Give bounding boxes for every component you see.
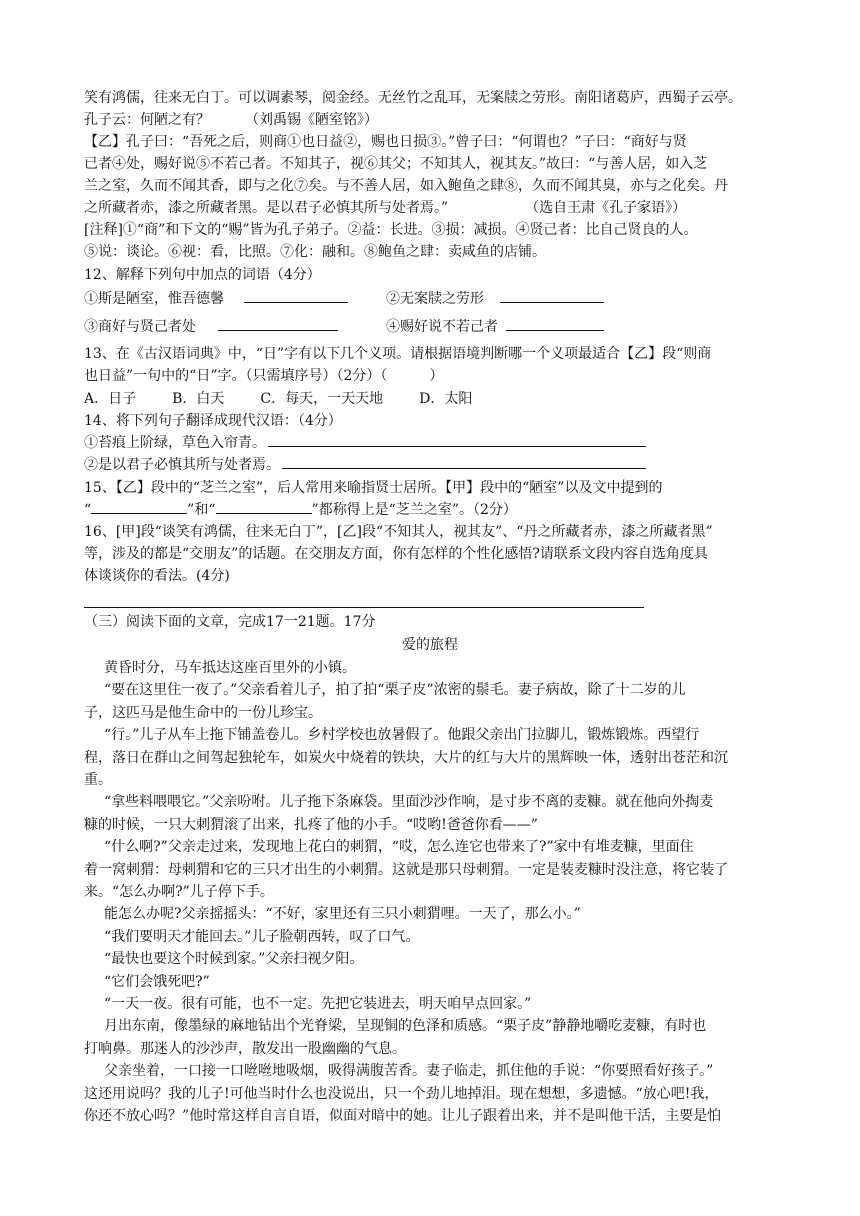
story-line: 黄昏时分，马车抵达这座百里外的小镇。 (104, 660, 356, 676)
text-line: 孔子云：何陋之有？ （刘禹锡《陋室铭》） (84, 112, 378, 128)
story-line: 子，这匹马是他生命中的一份儿珍宝。 (84, 704, 322, 721)
q12-item-c: ③商好与贤己者处 (84, 319, 196, 335)
story-line: “最快也要这个时候到家。”父亲扫视夕阳。 (104, 951, 364, 968)
story-line: 打响鼻。那迷人的沙沙声，散发出一股幽幽的气息。 (84, 1040, 406, 1057)
option-a[interactable]: A．日子 (84, 391, 137, 407)
q15-tail: ”都称得上是“芝兰之室”。（2分） (311, 502, 517, 518)
text-line: 兰之室，久而不闻其香，即与之化⑦矣。与不善人居，如入鲍鱼之肆⑧，久而不闻其臭，亦与之化矣。丹 (84, 178, 728, 194)
option-b[interactable]: B．白天 (172, 391, 225, 407)
question-12-row-2 (84, 316, 784, 338)
answer-blank[interactable] (268, 432, 646, 447)
question-14-item-2 (84, 454, 784, 476)
story-line: 月出东南，像墨绿的麻地钻出个光脊梁，呈现铜的色泽和质感。“栗子皮”静静地嚼吃麦糠，有时也 (104, 1018, 707, 1035)
answer-blank[interactable] (218, 316, 338, 331)
story-line: 糠的时候，一只大刺猬滚了出来，扎疼了他的小手。“哎哟!爸爸你看——” (84, 816, 538, 833)
story-line: “行。”儿子从车上拖下铺盖卷儿。乡村学校也放暑假了。他跟父亲出门拉脚儿，锻炼锻炼。西望行 (104, 727, 700, 744)
q12-item-b: ②无案牍之劳形 (386, 291, 484, 307)
question-13-line: 也日益”一句中的“日”字。（只需填序号）（2分）（ ） (84, 368, 444, 384)
text-line: 【乙】孔子曰：“吾死之后，则商①也日益②，赐也日损③。”曾子曰：“何谓也？”子曰：“商好与贤 (84, 134, 687, 150)
question-14-item-1 (84, 432, 784, 454)
q15-quote-open: “ (84, 502, 92, 518)
story-line: “它们会饿死吧?” (104, 973, 210, 990)
question-13-options (84, 388, 784, 410)
story-line: 着一窝刺猬：母刺猬和它的三只才出生的小刺猬。这就是那只母刺猬。一定是装麦糠时没注意，将它装了 (84, 861, 728, 878)
text-line: 笑有鸿儒，往来无白丁。可以调素琴，阅金经。无丝竹之乱耳，无案牍之劳形。南阳诸葛庐，西蜀子云亭。 (84, 90, 742, 106)
question-12-heading: 12、解释下列句中加点的词语（4分） (84, 267, 321, 283)
question-16-line: 16、[甲]段“谈笑有鸿儒，往来无白丁”，[乙]段“不知其人，视其友”、“丹之所藏者赤，漆之所藏者黑” (84, 524, 713, 540)
question-14-heading: 14、将下列句子翻译成现代汉语：（4分） (84, 413, 342, 429)
option-d[interactable]: D．太阳 (419, 391, 473, 407)
story-line: 来。“怎么办啊?”儿子停下手。 (84, 884, 274, 900)
story-line: 这还用说吗？我的儿子!可他当时什么也没说出，只一个劲儿地掉泪。现在想想，多遗憾。“放心吧!我， (84, 1085, 719, 1102)
annotation-line: [注释]①“商”和下文的“赐”皆为孔子弟子。②益：长进。③损：减损。④贤己者：比自己贤良的人。 (84, 222, 698, 238)
story-line: 重。 (84, 772, 112, 788)
story-line: 能怎么办呢?父亲摇摇头：“不好，家里还有三只小刺猬哩。一天了，那么小。” (104, 906, 581, 923)
q14-sentence-1: ①苔痕上阶绿，草色入帘青。 (84, 435, 266, 451)
q14-sentence-2: ②是以君子必慎其所与处者焉。 (84, 457, 280, 473)
story-line: “要在这里住一夜了。”父亲看着儿子，拍了拍“栗子皮”浓密的鬃毛。妻子病故，除了十二岁的儿 (104, 682, 686, 699)
story-line: 程，落日在群山之间驾起独轮车，如炭火中烧着的铁块，大片的红与大片的黑辉映一体，透射出苍茫和沉 (84, 749, 728, 766)
q12-item-d: ④赐好说不若己者 (386, 319, 498, 335)
question-15-line-2 (84, 499, 784, 521)
answer-blank[interactable] (506, 316, 604, 331)
q15-connector: ”和“ (187, 502, 216, 518)
answer-blank[interactable] (282, 454, 646, 469)
text-line: 已者④处，赐好说⑤不若己者。不知其子，视⑥其父；不知其人，视其友。”故曰：“与善人居，如入芝 (84, 156, 708, 172)
answer-line[interactable] (84, 607, 644, 608)
story-line: “一天一夜。很有可能，也不一定。先把它装进去，明天咱早点回家。” (104, 996, 532, 1012)
answer-blank[interactable] (216, 499, 312, 514)
story-title: 爱的旅程 (402, 637, 458, 653)
text-line: 之所藏者赤，漆之所藏者黑。是以君子必慎其所与处者焉。” （选自王肃《孔子家语》） (84, 200, 687, 216)
story-line: 父亲坐着，一口接一口咝咝地吸烟，吸得满腹苦香。妻子临走，抓住他的手说：“你要照看好孩子。” (104, 1063, 714, 1080)
annotation-line: ⑤说：谈论。⑥视：看，比照。⑦化：融和。⑧鲍鱼之肆：卖咸鱼的店铺。 (84, 244, 546, 260)
option-c[interactable]: C．每天，一天天地 (260, 391, 384, 407)
answer-blank[interactable] (91, 499, 187, 514)
question-12-row-1 (84, 288, 784, 310)
question-16-line: 等，涉及的都是“交朋友”的话题。在交朋友方面，你有怎样的个性化感悟?请联系文段内容自选角度具 (84, 546, 708, 562)
story-line: 你还不放心吗？”他时常这样自言自语，似面对暗中的她。让儿子跟着出来，并不是叫他干活，主要是怕 (84, 1108, 722, 1124)
story-line: “我们要明天才能回去。”儿子脸朝西转，叹了口气。 (104, 928, 420, 945)
answer-blank[interactable] (500, 288, 604, 303)
question-15-line: 15、【乙】段中的“芝兰之室”，后人常用来喻指贤士居所。【甲】段中的“陋室”以及文中提到的 (84, 480, 663, 496)
q12-item-a: ①斯是陋室，惟吾德馨 (84, 291, 224, 307)
story-line: “什么啊?”父亲走过来，发现地上花白的刺猬，“哎，怎么连它也带来了?”家中有堆麦糠，里面住 (104, 839, 694, 856)
question-16-line: 体谈谈你的看法。(4分) (84, 568, 230, 584)
answer-blank[interactable] (244, 288, 348, 303)
story-line: “拿些料喂喂它。”父亲吩咐。儿子拖下条麻袋。里面沙沙作响，是寸步不离的麦糠。就在他向外掏麦 (104, 794, 714, 811)
question-13-line: 13、在《古汉语词典》中，“日”字有以下几个义项。请根据语境判断哪一个义项最适合【乙】段“则商 (84, 346, 712, 362)
section-3-heading: （三）阅读下面的文章，完成17一21题。17分 (84, 614, 376, 630)
